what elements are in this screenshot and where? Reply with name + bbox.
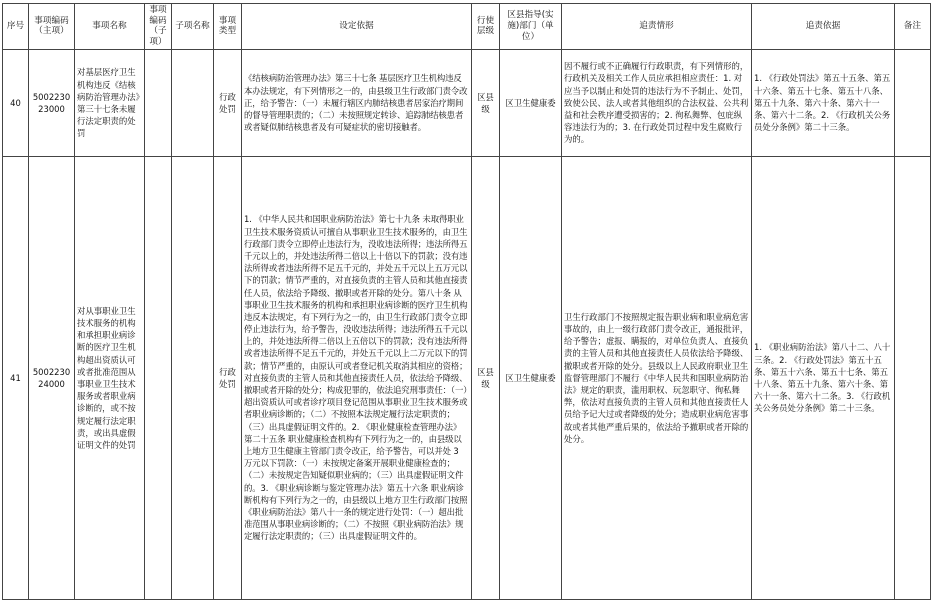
header-sub-name: 子项名称 (172, 4, 214, 50)
cell-liability: 因不履行或不正确履行行政职责，有下列情形的，行政机关及相关工作人员应承担相应责任：1. 对应当予以制止和处罚的违法行为不予制止、处罚，致使公民、法人或者其他组织的合法权益、公共利益和社会秩序遭受损害的；2. 徇私舞弊、包庇纵容违法行为的；3. 在行政处罚过程中发生腐败行为的。 (562, 49, 752, 156)
cell-item-code: 500223024000 (29, 156, 75, 599)
header-item-name: 事项名称 (75, 4, 145, 50)
header-liability: 追责情形 (562, 4, 752, 50)
header-item-code: 事项编码（主项） (29, 4, 75, 50)
header-sub-code: 事项编码（子项） (145, 4, 172, 50)
header-basis: 设定依据 (242, 4, 472, 50)
cell-sub-name (172, 156, 214, 599)
cell-liability-basis: 1. 《行政处罚法》第五十五条、第五十六条、第五十七条、第五十八条、第五十九条、第六十条、第六十一条、第六十二条。2. 《行政机关公务员处分条例》第二十三条。 (752, 49, 895, 156)
liability-table (2, 3, 931, 600)
cell-item-name: 对从事职业卫生技术服务的机构和承担职业病诊断的医疗卫生机构超出资质认可或者批准范围从事职业卫生技术服务或者职业病诊断的，或不按规定履行法定职责，或出具虚假证明文件的处罚 (75, 156, 145, 599)
cell-item-code: 500223023000 (29, 49, 75, 156)
cell-remarks (895, 49, 931, 156)
cell-basis: 《结核病防治管理办法》第三十七条 基层医疗卫生机构违反本办法规定，有下列情形之一的，由县级卫生行政部门责令改正，给予警告：（一）未履行辖区内肺结核患者居家治疗期间的督导管理职责的；（二）未按照规定转诊、追踪肺结核患者或者疑似肺结核患者及有可疑症状的密切接触者。 (242, 49, 472, 156)
table-row (3, 49, 931, 156)
cell-sub-code (145, 49, 172, 156)
cell-level: 区县级 (472, 49, 500, 156)
header-item-type: 事项类型 (214, 4, 242, 50)
cell-liability-basis: 1. 《职业病防治法》第八十二、八十三条。2. 《行政处罚法》第五十五条、第五十六条、第五十七条、第五十八条、第五十九条、第六十条、第六十一条、第六十二条。3. 《行政机关公务员处分条例》第二十三条。 (752, 156, 895, 599)
cell-dept: 区卫生健康委 (500, 156, 562, 599)
cell-sub-name (172, 49, 214, 156)
header-row (3, 4, 931, 50)
header-remarks: 备注 (895, 4, 931, 50)
table-row (3, 156, 931, 599)
header-level: 行使层级 (472, 4, 500, 50)
cell-basis: 1. 《中华人民共和国职业病防治法》第七十九条 未取得职业卫生技术服务资质认可擅自从事职业卫生技术服务的，由卫生行政部门责令立即停止违法行为，没收违法所得；违法所得五千元以上的，并处违法所得二倍以上十倍以下的罚款；没有违法所得或者违法所得不足五千元的，并处五千元以上五万元以下的罚款；情节严重的，对直接负责的主管人员和其他直接责任人员，依法给予降级、撤职或者开除的处分。第八十条 从事职业卫生技术服务的机构和承担职业病诊断的医疗卫生机构违反本法规定，有下列行为之一的，由卫生行政部门责令立即停止违法行为，给予警告，没收违法所得；违法所得五千元以上的，并处违法所得二倍以上五倍以下的罚款；没有违法所得或者违法所得不足五千元的，并处五千元以上二万元以下的罚款；情节严重的，由原认可或者登记机关取消其相应的资格；对直接负责的主管人员和其他直接责任人员，依法给予降级、撤职或者开除的处分；构成犯罪的，依法追究刑事责任：（一）超出资质认可或者诊疗项目登记范围从事职业卫生技术服务或者职业病诊断的；（二）不按照本法规定履行法定职责的；（三）出具虚假证明文件的。2. 《职业健康检查管理办法》第二十五条 职业健康检查机构有下列行为之一的，由县级以上地方卫生健康主管部门责令改正，给予警告，可以并处 3 万元以下罚款：（一）未按规定备案开展职业健康检查的；（二）未按规定告知疑似职业病的；（三）出具虚假证明文件的。3. 《职业病诊断与鉴定管理办法》第五十六条 职业病诊断机构有下列行为之一的，由县级以上地方卫生行政部门按照《职业病防治法》第八十一条的规定进行处罚：（一）超出批准范围从事职业病诊断的；（二）不按照《职业病防治法》规定履行法定职责的；（三）出具虚假证明文件的。 (242, 156, 472, 599)
cell-item-type: 行政处罚 (214, 156, 242, 599)
cell-item-name: 对基层医疗卫生机构违反《结核病防治管理办法》第三十七条未履行法定职责的处罚 (75, 49, 145, 156)
header-liability-basis: 追责依据 (752, 4, 895, 50)
cell-seq: 40 (3, 49, 29, 156)
header-seq: 序号 (3, 4, 29, 50)
cell-seq: 41 (3, 156, 29, 599)
cell-remarks (895, 156, 931, 599)
header-dept: 区县指导(实施)部门（单位） (500, 4, 562, 50)
cell-sub-code (145, 156, 172, 599)
cell-dept: 区卫生健康委 (500, 49, 562, 156)
cell-level: 区县级 (472, 156, 500, 599)
cell-liability: 卫生行政部门不按照规定报告职业病和职业病危害事故的，由上一级行政部门责令改正，通报批评，给予警告；虚报、瞒报的，对单位负责人、直接负责的主管人员和其他直接责任人员依法给予降级、撤职或者开除的处分。县级以上人民政府职业卫生监督管理部门不履行《中华人民共和国职业病防治法》规定的职责，滥用职权、玩忽职守、徇私舞弊，依法对直接负责的主管人员和其他直接责任人员给予记大过或者降级的处分；造成职业病危害事故或者其他严重后果的，依法给予撤职或者开除的处分。 (562, 156, 752, 599)
cell-item-type: 行政处罚 (214, 49, 242, 156)
